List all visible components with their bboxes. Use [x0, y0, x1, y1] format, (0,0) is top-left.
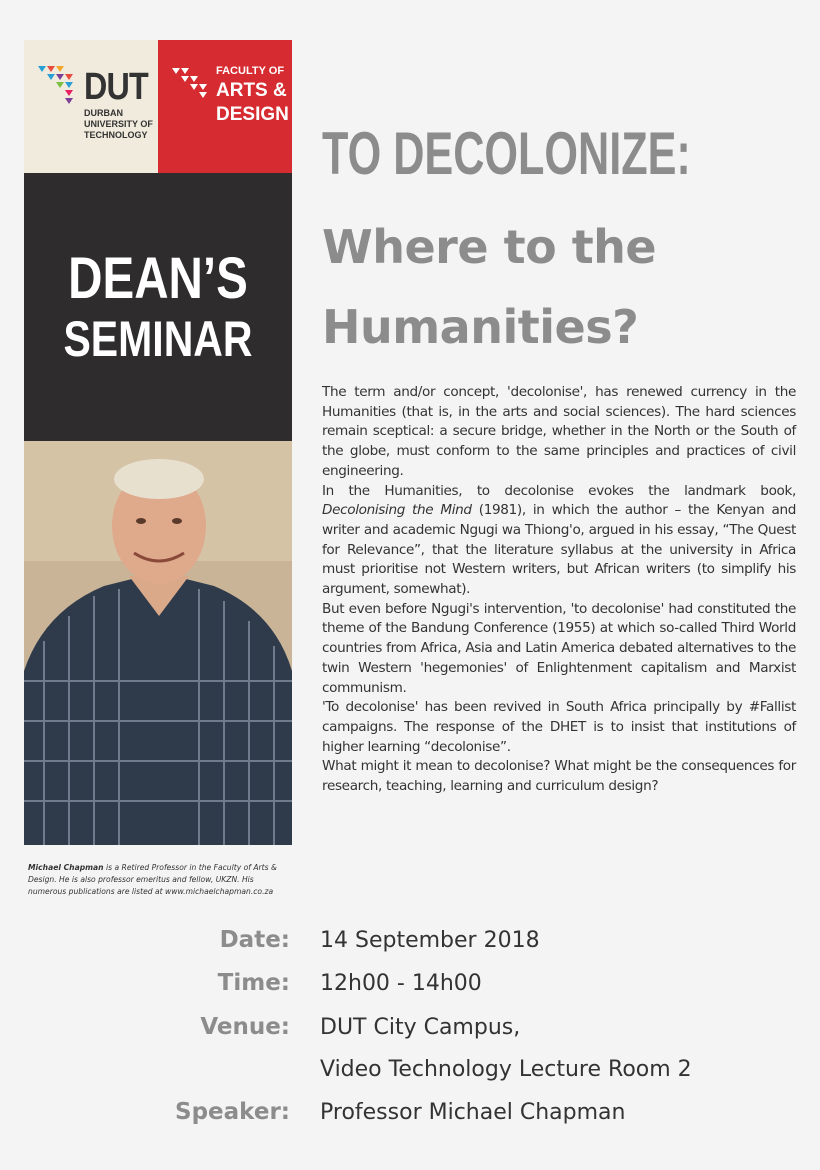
body-paragraph-3: But even before Ngugi's intervention, 'to decolonise' had constituted the theme of the Bandung Conference (1955) at which so-called Third World countries from Africa, Asia and Latin America debated alternatives to the twin Western 'hegemonies' of Enlightenment capitalism and Marxist communism.	[322, 600, 796, 696]
subtitle-line-1: Where to the	[322, 220, 657, 274]
body-paragraph-2	[322, 482, 796, 600]
body-paragraph-1: The term and/or concept, 'decolonise', has renewed currency in the Humanities (that is, in the arts and social sciences). The hard sciences remain sceptical: a secure bridge, whether in the North or the South of the globe, must conform to the same principles and practices of civil engineering.	[322, 384, 796, 479]
dut-logo-text: DUT	[84, 66, 148, 108]
faculty-line-2: ARTS &	[216, 80, 287, 101]
venue-label: Venue:	[200, 1014, 290, 1040]
book-title: Decolonising the Mind	[322, 502, 472, 519]
caption-text: is a Retired Professor in the Faculty of Arts & Design. He is also professor emeritus and fellow, UKZN. His numerous publications are listed at www.michaelchapman.co.za	[28, 863, 277, 896]
body-paragraph-4: 'To decolonise' has been revived in South Africa principally by #Fallist campaigns. The response of the DHET is to insist that institutions of higher learning “decolonise”.	[322, 699, 796, 755]
dut-sub-line-2: UNIVERSITY OF	[84, 119, 153, 129]
main-title: TO DECOLONIZE:	[322, 120, 691, 187]
venue-line-2: Video Technology Lecture Room 2	[320, 1057, 692, 1082]
speaker-value: Professor Michael Chapman	[320, 1100, 626, 1125]
p2-after: (1981), in which the author – the Kenyan and writer and academic Ngugi wa Thiong'o, argued in his essay, “The Quest for Relevance”, that the literature syllabus at the university in Africa must prioritise not Western writers, but African writers (to simplify his argument, somewhat).	[322, 502, 797, 598]
faculty-line-1: FACULTY OF	[216, 65, 285, 77]
speaker-caption	[28, 862, 290, 897]
body-text	[322, 383, 796, 797]
p2-before: In the Humanities, to decolonise evokes the landmark book,	[322, 482, 796, 499]
time-label: Time:	[217, 970, 290, 996]
dut-triangle-logo-icon	[38, 66, 80, 104]
faculty-line-3: DESIGN	[216, 104, 289, 125]
speaker-label: Speaker:	[175, 1099, 290, 1125]
venue-line-1: DUT City Campus,	[320, 1015, 521, 1040]
body-paragraph-5: What might it mean to decolonise? What might be the consequences for research, teaching, learning and curriculum design?	[322, 758, 796, 795]
speaker-photo	[24, 441, 292, 845]
faculty-triangle-logo-icon	[172, 68, 212, 102]
date-value: 14 September 2018	[320, 928, 540, 953]
seminar-title: SEMINAR	[63, 311, 253, 367]
caption-name: Michael Chapman	[28, 863, 104, 872]
deans-title: DEAN’S	[68, 246, 248, 311]
subtitle-line-2: Humanities?	[322, 300, 639, 354]
dut-sub-line-1: DURBAN	[84, 108, 123, 118]
date-label: Date:	[219, 927, 290, 953]
time-value: 12h00 - 14h00	[320, 971, 482, 996]
dut-sub-line-3: TECHNOLOGY	[84, 130, 148, 140]
